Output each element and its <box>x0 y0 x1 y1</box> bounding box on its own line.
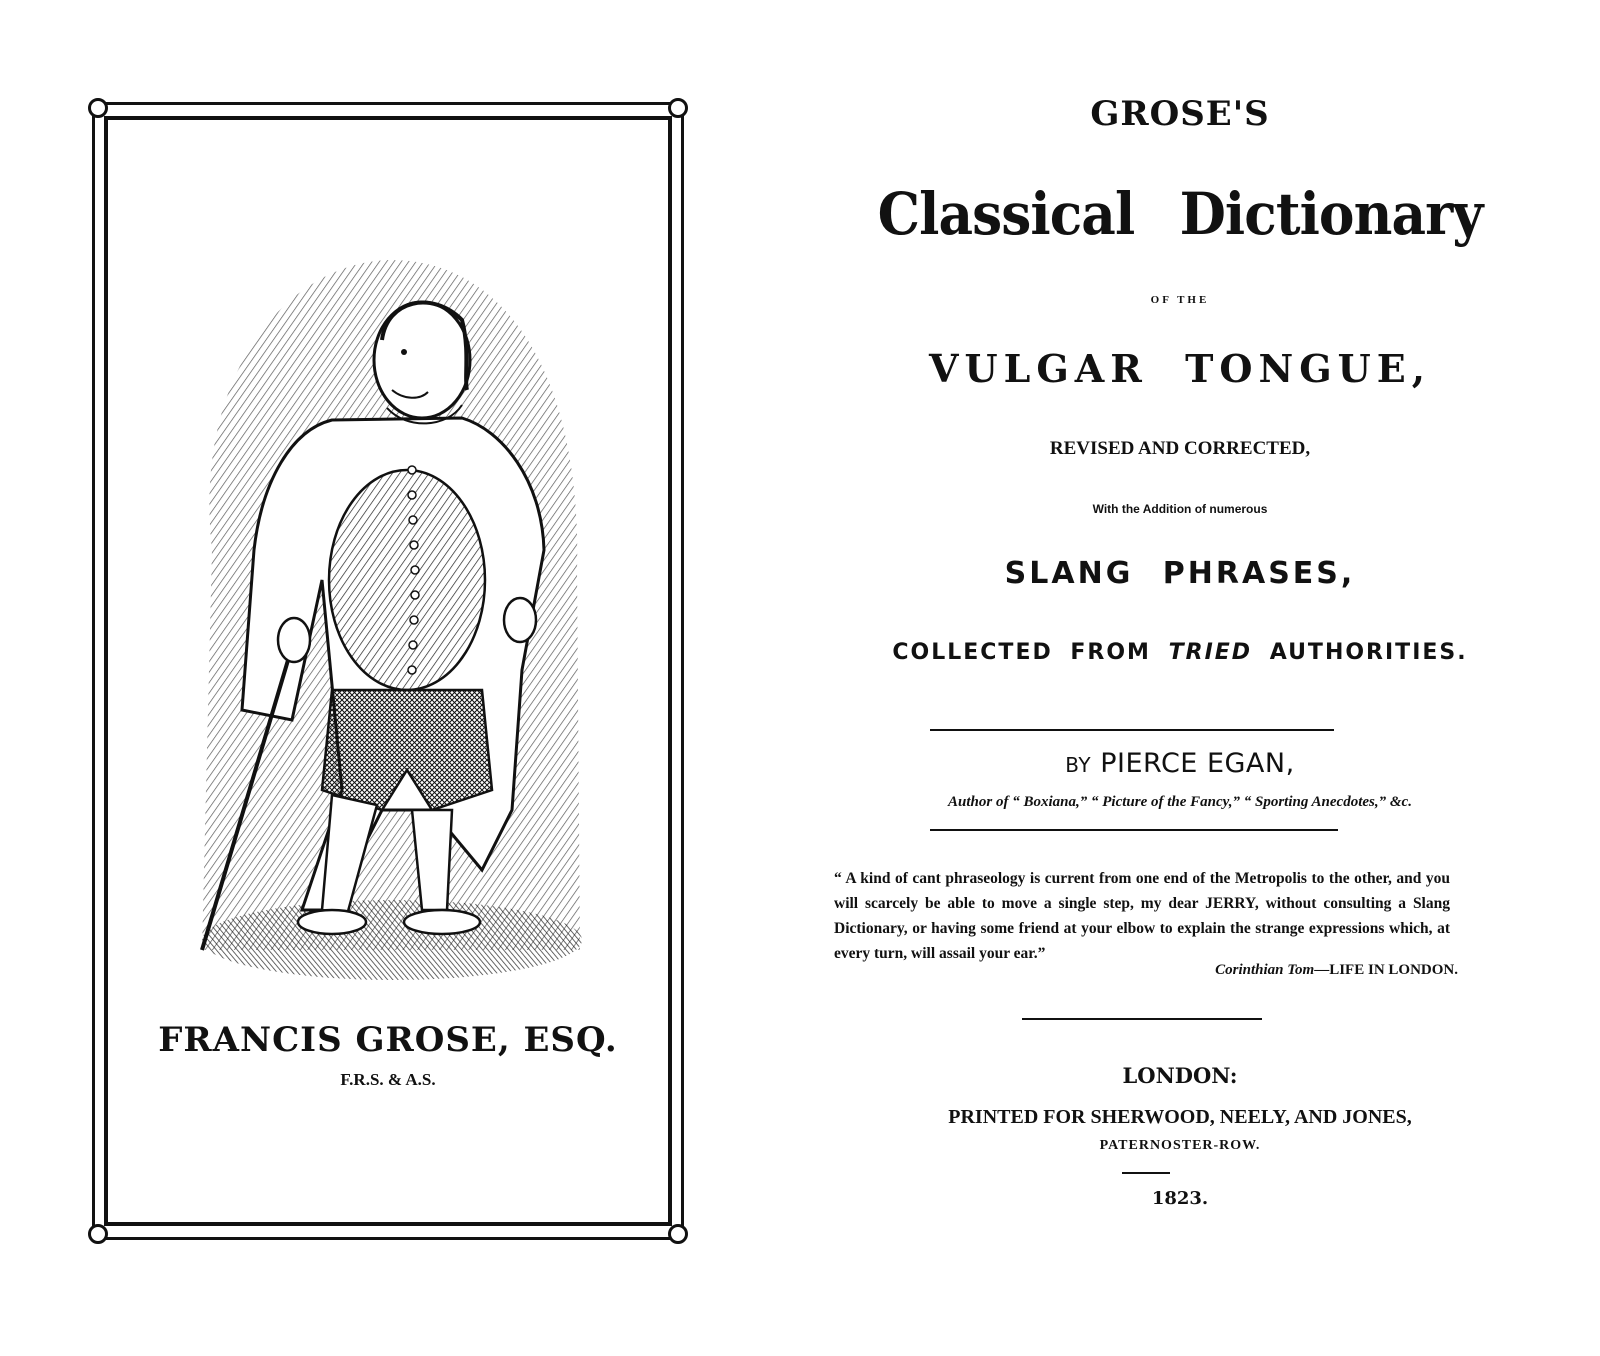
author-line <box>830 748 1530 779</box>
slang-title: SLANG PHRASES, <box>1004 556 1356 591</box>
corner-ornament-icon <box>88 98 108 118</box>
addition-line: With the Addition of numerous <box>1092 502 1268 516</box>
author-works: Author of “ Boxiana,” “ Picture of the Fancy,” “ Sporting Anecdotes,” &c. <box>948 794 1412 810</box>
imprint-city: LONDON: <box>1122 1063 1238 1088</box>
of-the-line: OF THE <box>1150 294 1210 306</box>
divider-rule <box>930 829 1338 831</box>
engraved-portrait-icon <box>182 250 592 990</box>
sitter-honours: F.R.S. & A.S. <box>340 1070 436 1089</box>
imprint-printer: PRINTED FOR SHERWOOD, NEELY, AND JONES, <box>948 1106 1412 1128</box>
imprint-year: 1823. <box>1151 1188 1209 1209</box>
collected-emphasis: TRIED <box>1168 640 1253 665</box>
collected-line <box>830 640 1530 665</box>
author-name: PIERCE EGAN, <box>1100 748 1295 779</box>
divider-rule <box>930 729 1334 731</box>
corner-ornament-icon <box>88 1224 108 1244</box>
epigraph-source <box>1215 962 1458 979</box>
publisher-mark: GROSE'S <box>1090 94 1270 134</box>
epigraph-quote: “ A kind of cant phraseology is current from one end of the Metropolis to the other, and you will scarcely be able to move a single step, my dear JERRY, without consulting a Slang Dictionary, or having some friend at your elbow to explain the strange expressions which, at every turn, will assail your ear.” <box>834 870 1450 962</box>
epigraph-work: —LIFE IN LONDON. <box>1314 962 1458 978</box>
author-by: BY <box>1065 753 1092 777</box>
frontispiece-page <box>92 102 684 1240</box>
corner-ornament-icon <box>668 1224 688 1244</box>
revised-line: REVISED AND CORRECTED, <box>1049 438 1311 459</box>
title-page <box>830 88 1530 1268</box>
epigraph-speaker: Corinthian Tom <box>1215 962 1315 978</box>
main-title: Classical Dictionary <box>877 180 1483 248</box>
imprint-street: PATERNOSTER-ROW. <box>1099 1138 1261 1153</box>
subject-title: VULGAR TONGUE, <box>929 346 1431 391</box>
collected-pre: COLLECTED FROM <box>892 640 1169 665</box>
corner-ornament-icon <box>668 98 688 118</box>
collected-post: AUTHORITIES. <box>1252 640 1468 665</box>
divider-rule <box>1022 1018 1262 1020</box>
sitter-name: FRANCIS GROSE, ESQ. <box>158 1020 618 1060</box>
divider-rule <box>1122 1172 1170 1174</box>
